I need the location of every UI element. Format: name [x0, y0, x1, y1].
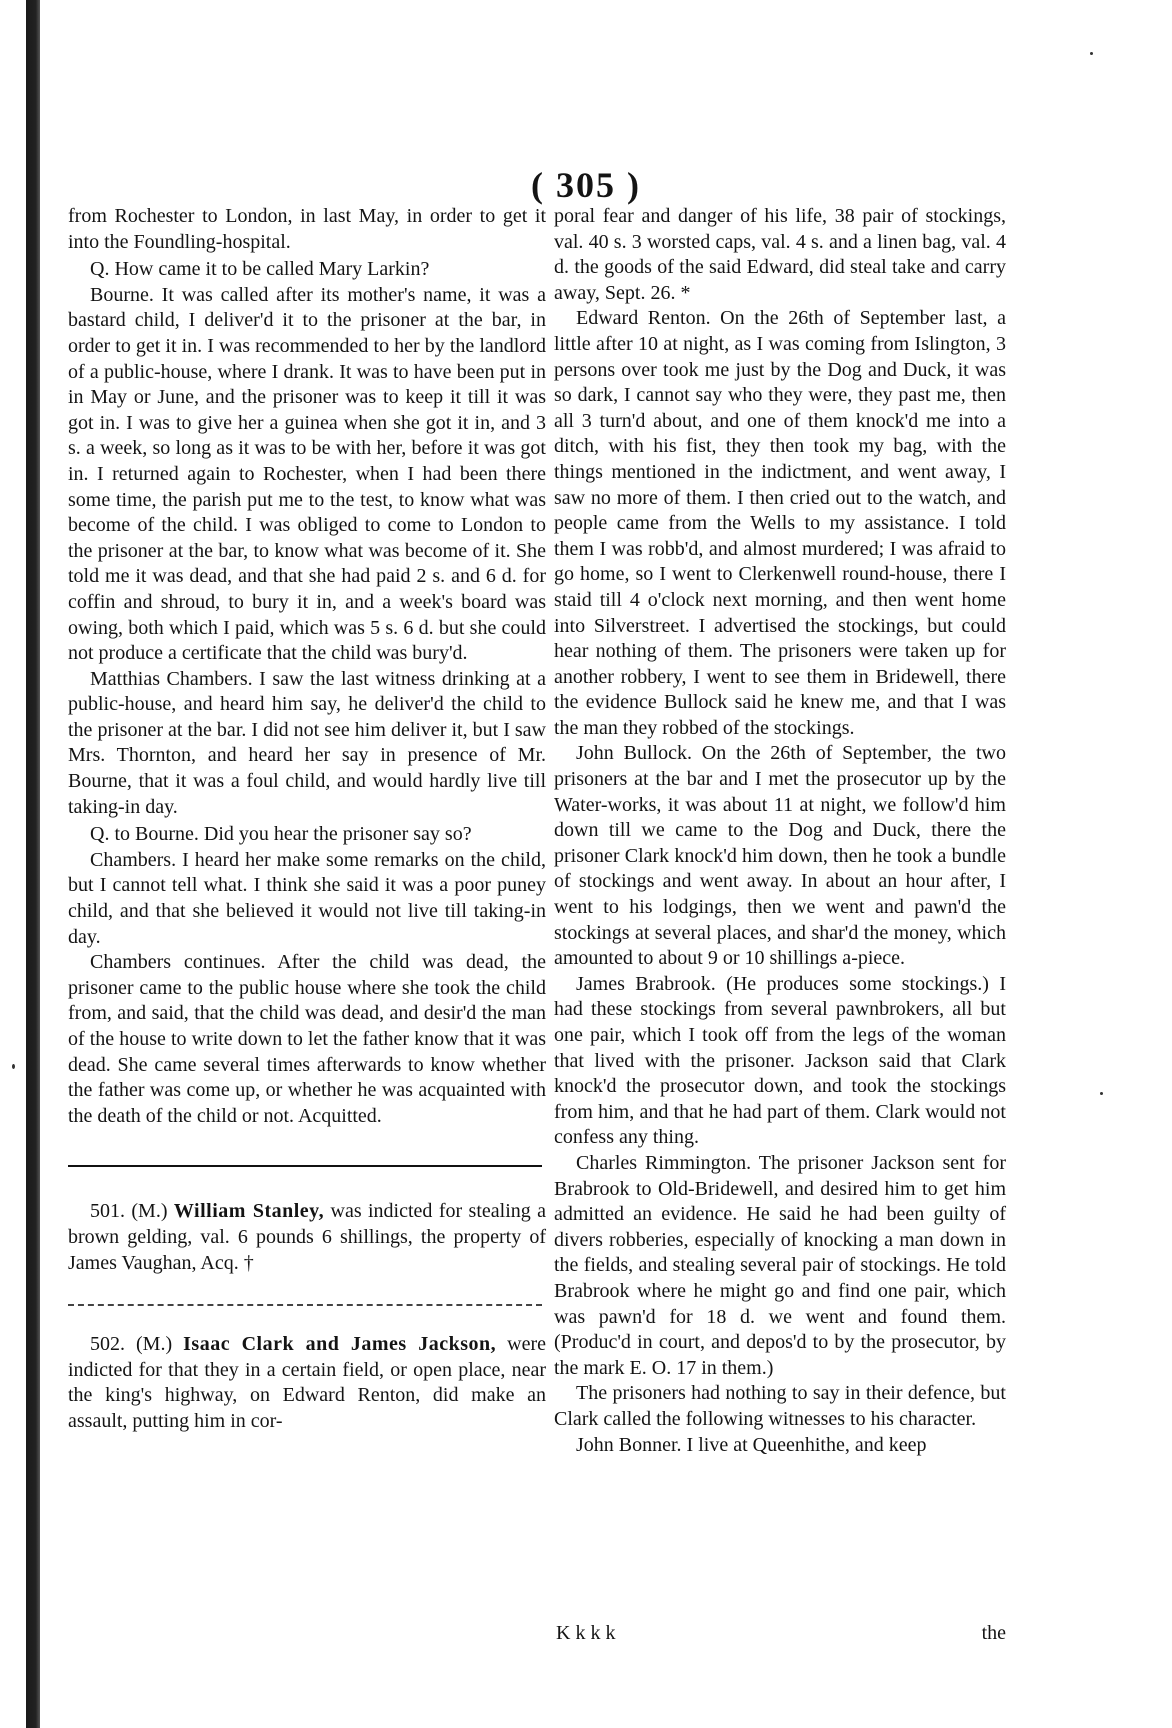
testimony-chambers: Matthias Chambers. I saw the last witness drinking at a public-house, and heard him say, he deliver'd the child to the prisoner at the bar. I did not see him deliver it, but I saw Mrs. Thornton, and heard her say in presence of Mr. Bourne, that it was a foul child, and would hardly live till taking-in day. — [68, 667, 546, 818]
case-501-text: was indicted for stealing a brown gelding, val. 6 pounds 6 shillings, the property of James Vaughan, Acq. † — [68, 1200, 547, 1274]
case-divider — [68, 1165, 542, 1167]
defence-statement: The prisoners had nothing to say in their defence, but Clark called the following witnesses to his character. — [554, 1382, 1006, 1430]
testimony-bonner: John Bonner. I live at Queenhithe, and keep — [576, 1433, 927, 1456]
question: Q. How came it to be called Mary Larkin? — [90, 258, 430, 281]
case-divider — [68, 1304, 542, 1306]
ink-speck — [12, 1064, 15, 1069]
case-501-defendant: William Stanley, — [173, 1200, 325, 1223]
case-501 — [68, 1199, 546, 1276]
testimony-bullock: John Bullock. On the 26th of September, the two prisoners at the bar and I met the prosecutor up by the Water-works, it was about 11 at night, we follow'd him down till we came to the Dog and Duck, there the prisoner Clark knock'd him down, then he took a bundle of stockings and went away. In about an hour after, I went to his lodgings, then we went and pawn'd the stockings at several places, and shar'd the money, which amounted to about 9 or 10 shillings a-piece. — [554, 742, 1006, 970]
page-edge-shadow — [26, 0, 40, 1728]
page-footer — [556, 1622, 1006, 1645]
case-502 — [68, 1332, 546, 1434]
ink-speck — [1090, 52, 1093, 55]
page-number: ( 305 ) — [531, 165, 641, 205]
case-502-number: 502. (M.) — [90, 1333, 173, 1356]
catchword: the — [981, 1622, 1006, 1644]
ink-speck — [1100, 1092, 1103, 1095]
case-502-text: were indicted for that they in a certain field, or open place, near the king's highway, on Edward Renton, did make an assault, putting him in cor- — [68, 1333, 546, 1432]
testimony-renton: Edward Renton. On the 26th of September last, a little after 10 at night, as I was coming from Islington, 3 persons over took me just by the Dog and Duck, it was so dark, I cannot say who they were, they past me, then all 3 turn'd about, and one of them knock'd me into a ditch, with his fist, they then took my bag, with the things mentioned in the indictment, and went away, I saw no more of them. I then cried out to the watch, and people came from the Wells to my assistance. I told them I was robb'd, and almost murdered; I was afraid to go home, so I went to Clerkenwell round-house, there I staid till 4 o'clock next morning, and then went home into Silverstreet. I advertised the stockings, but could hear nothing of them. The prisoners were taken up for another robbery, I went to see them in Bridewell, there the evidence Bullock said he knew me, and that I was the man they robbed of the stockings. — [554, 307, 1006, 739]
testimony-rimmington: Charles Rimmington. The prisoner Jackson sent for Brabrook to Old-Bridewell, and desired him to get him admitted an evidence. He said he had been guilty of divers robberies, especially of knocking a man down in the fields, and stealing several pair of stockings. He told Brabrook where he might go and find one pair, which was pawn'd for 18 d. we went and found them. (Produc'd in court, and depos'd to by the prosecutor, by the mark E. O. 17 in them.) — [554, 1151, 1006, 1379]
testimony-bourne: Bourne. It was called after its mother's name, it was a bastard child, I deliver'd it to the prisoner at the bar, in order to get it in. I was recommended to her by the landlord of a public-house, where I drank. It was to have been put in in May or June, and the prisoner was to keep it till it was got in. I was to give her a guinea when she got it in, and 3 s. a week, so long as it was to be with her, before it was got in. I returned again to Rochester, when I had been there some time, the parish put me to the test, to know what was become of the child. I was obliged to come to London to the prisoner at the bar, to know what was become of it. She told me it was dead, and that she had paid 2 s. and 6 d. for coffin and shroud, to bury it in, and a week's board was owing, both which I paid, which was 5 s. 6 d. but she could not produce a certificate that the child was bury'd. — [68, 283, 546, 665]
paragraph: from Rochester to London, in last May, in order to get it into the Foundling-hospital. — [68, 205, 546, 253]
question: Q. to Bourne. Did you hear the prisoner say so? — [90, 823, 472, 846]
paragraph: poral fear and danger of his life, 38 pair of stockings, val. 40 s. 3 worsted caps, val. 4 s. and a linen bag, val. 4 d. the goods of the said Edward, did steal take and carry away, Sept. 26. * — [554, 205, 1006, 304]
case-501-number: 501. (M.) — [90, 1200, 168, 1223]
signature-mark: K k k k — [556, 1622, 616, 1644]
left-column — [68, 204, 546, 1435]
testimony-brabrook: James Brabrook. (He produces some stockings.) I had these stockings from several pawnbrokers, all but one pair, which I took off from the legs of the woman that lived with the prisoner. Jackson said that Clark knock'd the prosecutor down, and took the stockings from him, and that he had part of them. Clark would not confess any thing. — [554, 972, 1006, 1149]
case-502-defendants: Isaac Clark and James Jackson, — [183, 1333, 497, 1356]
right-column — [554, 204, 1006, 1458]
testimony-chambers-continued: Chambers continues. After the child was dead, the prisoner came to the public house where she took the child from, and said, that the child was dead, and desir'd the man of the house to write down to let the father know that it was dead. She came several times afterwards to know whether the father was come up, or whether he was acquainted with the death of the child or not. Acquitted. — [68, 951, 546, 1127]
testimony-chambers-answer: Chambers. I heard her make some remarks on the child, but I cannot tell what. I think she said it was a poor puney child, and that she believed it would not live till taking-in day. — [68, 848, 546, 948]
